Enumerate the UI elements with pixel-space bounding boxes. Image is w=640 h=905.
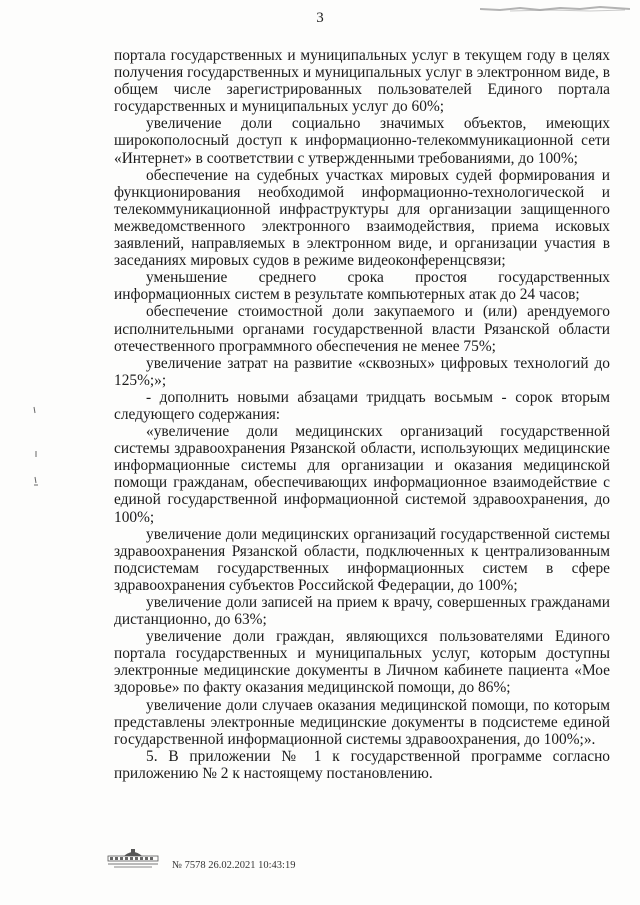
paragraph: 5. В приложении № 1 к государственной программе согласно приложению № 2 к настоящему постановлению. bbox=[114, 747, 610, 782]
paragraph: увеличение доли медицинских организаций государственной системы здравоохранения Рязанской области, подключенных к централизованным подсистемам государственных информационных систем в сфере здравоохранения субъектов Российской Федерации, до 100%; bbox=[114, 525, 610, 594]
paragraph: портала государственных и муниципальных услуг в текущем году в целях получения государственных и муниципальных услуг в электронном виде, в общем числе зарегистрированных пользователей Единого портала государственных и муниципальных услуг до 60%; bbox=[114, 47, 610, 116]
page-number: 3 bbox=[316, 10, 324, 26]
margin-marks bbox=[30, 405, 42, 495]
document-footer bbox=[104, 848, 424, 878]
paragraph: увеличение доли случаев оказания медицинской помощи, по которым представлены электронные медицинские документы в подсистеме единой государственной информационной системы здравоохранения, до 100%;». bbox=[114, 696, 610, 748]
paragraph: уменьшение среднего срока простоя государственных информационных систем в результате компьютерных атак до 24 часов; bbox=[114, 269, 610, 304]
paragraph: «увеличение доли медицинских организаций государственной системы здравоохранения Рязанской области, использующих медицинские информационные системы для организации и оказания медицинской помощи гражданам, обеспечивающих информационное взаимодействие с единой государственной информационной системой здравоохранения, до 100%; bbox=[114, 423, 610, 526]
paragraph: увеличение затрат на развитие «сквозных» цифровых технологий до 125%;»; bbox=[114, 354, 610, 389]
scan-artifact bbox=[480, 4, 630, 14]
document-body bbox=[114, 47, 610, 782]
registration-number: № 7578 26.02.2021 10:43:19 bbox=[172, 860, 296, 871]
paragraph: увеличение доли социально значимых объектов, имеющих широкополосный доступ к информационно-телекоммуникационной сети «Интернет» в соответствии с утвержденными требованиями, до 100%; bbox=[114, 115, 610, 167]
electronic-signature-stamp-icon bbox=[104, 848, 162, 870]
paragraph: - дополнить новыми абзацами тридцать восьмым - сорок вторым следующего содержания: bbox=[114, 388, 610, 423]
paragraph: обеспечение стоимостной доли закупаемого и (или) арендуемого исполнительными органами государственной власти Рязанской области отечественного программного обеспечения не менее 75%; bbox=[114, 303, 610, 355]
paragraph: увеличение доли записей на прием к врачу, совершенных гражданами дистанционно, до 63%; bbox=[114, 594, 610, 629]
paragraph: обеспечение на судебных участках мировых судей формирования и функционирования необходимой информационно-технологической и телекоммуникационной инфраструктуры для организации защищенного межведомственного электронного взаимодействия, приема исковых заявлений, направляемых в электронном виде, и организации участия в заседаниях мировых судов в режиме видеоконференцсвязи; bbox=[114, 166, 610, 270]
paragraph: увеличение доли граждан, являющихся пользователями Единого портала государственных и муниципальных услуг, которым доступны электронные медицинские документы в Личном кабинете пациента «Мое здоровье» по факту оказания медицинской помощи, до 86%; bbox=[114, 628, 610, 697]
